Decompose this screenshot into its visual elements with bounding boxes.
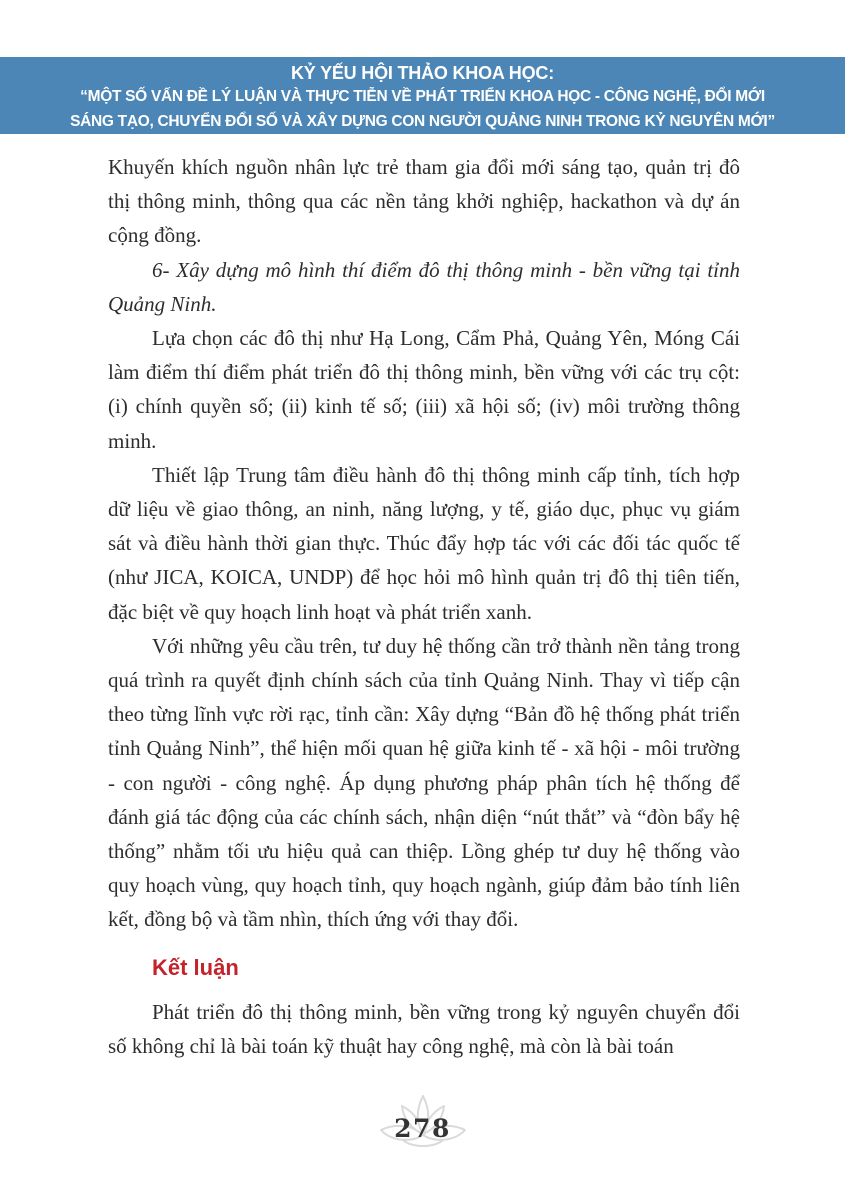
page-footer bbox=[0, 1094, 845, 1169]
paragraph-systems-thinking: Với những yêu cầu trên, tư duy hệ thống cần trở thành nền tảng trong quá trình ra quyết định chính sách của tỉnh Quảng Ninh. Thay vì tiếp cận theo từng lĩnh vực rời rạc, tỉnh cần: Xây dựng “Bản đồ hệ thống phát triển tỉnh Quảng Ninh”, thể hiện mối quan hệ giữa kinh tế - xã hội - môi trường - con người - công nghệ. Áp dụng phương pháp phân tích hệ thống để đánh giá tác động của các chính sách, nhận diện “nút thắt” và “đòn bẩy hệ thống” nhằm tối ưu hiệu quả can thiệp. Lồng ghép tư duy hệ thống vào quy hoạch vùng, quy hoạch tỉnh, quy hoạch ngành, giúp đảm bảo tính liên kết, đồng bộ và tầm nhìn, thích ứng với thay đổi. bbox=[108, 633, 740, 932]
conference-banner bbox=[0, 57, 845, 134]
paragraph-subsection-title: 6- Xây dựng mô hình thí điểm đô thị thông minh - bền vững tại tỉnh Quảng Ninh. bbox=[108, 257, 740, 316]
page-number: 278 bbox=[394, 1114, 451, 1143]
page-content bbox=[108, 150, 740, 1063]
paragraph-pilot-cities: Lựa chọn các đô thị như Hạ Long, Cẩm Phả, Quảng Yên, Móng Cái làm điểm thí điểm phát triển đô thị thông minh, bền vững với các trụ cột: (i) chính quyền số; (ii) kinh tế số; (iii) xã hội số; (iv) môi trường thông minh. bbox=[108, 326, 740, 453]
paragraph-continuation: Khuyến khích nguồn nhân lực trẻ tham gia đổi mới sáng tạo, quản trị đô thị thông minh, thông qua các nền tảng khởi nghiệp, hackathon và dự án cộng đồng. bbox=[108, 155, 740, 248]
banner-subtitle-line1: “MỘT SỐ VẤN ĐỀ LÝ LUẬN VÀ THỰC TIỄN VỀ PHÁT TRIỂN KHOA HỌC - CÔNG NGHỆ, ĐỔI MỚI bbox=[80, 88, 765, 105]
banner-subtitle-line2: SÁNG TẠO, CHUYỂN ĐỔI SỐ VÀ XÂY DỰNG CON NGƯỜI QUẢNG NINH TRONG KỶ NGUYÊN MỚI” bbox=[70, 112, 775, 130]
lotus-ornament bbox=[375, 1094, 471, 1158]
banner-title: KỶ YẾU HỘI THẢO KHOA HỌC: bbox=[290, 63, 554, 83]
paragraph-conclusion: Phát triển đô thị thông minh, bền vững trong kỷ nguyên chuyển đổi số không chỉ là bài toán kỹ thuật hay công nghệ, mà còn là bài toán bbox=[108, 999, 740, 1058]
section-heading-conclusion: Kết luận bbox=[152, 954, 239, 980]
paragraph-operations-center: Thiết lập Trung tâm điều hành đô thị thông minh cấp tỉnh, tích hợp dữ liệu về giao thông, an ninh, năng lượng, y tế, giáo dục, phục vụ giám sát và điều hành thời gian thực. Thúc đẩy hợp tác với các đối tác quốc tế (như JICA, KOICA, UNDP) để học hỏi mô hình quản trị đô thị tiên tiến, đặc biệt về quy hoạch linh hoạt và phát triển xanh. bbox=[108, 462, 740, 624]
